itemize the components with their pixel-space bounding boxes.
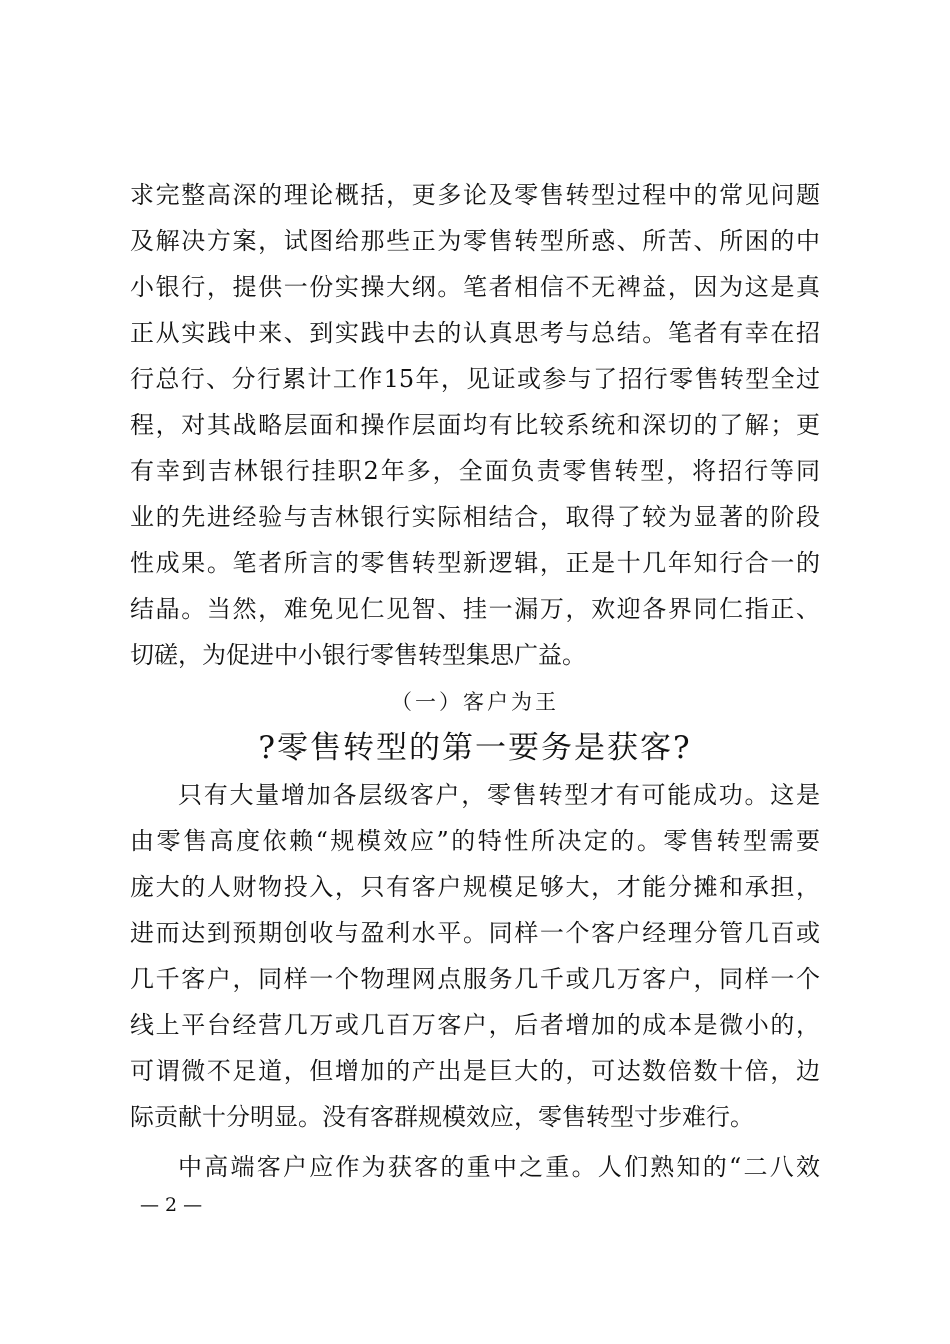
- paragraph-1-line: 及解决方案，试图给那些正为零售转型所惑、所苦、所困的中: [130, 227, 820, 255]
- paragraph-2-line: 由零售高度依赖“规模效应”的特性所决定的。零售转型需要: [130, 827, 820, 855]
- paragraph-1-line: 求完整高深的理论概括，更多论及零售转型过程中的常见问题: [130, 181, 820, 209]
- paragraph-1-line: 有幸到吉林银行挂职2年多，全面负责零售转型，将招行等同: [130, 457, 820, 485]
- paragraph-1-line: 小银行，提供一份实操大纲。笔者相信不无裨益，因为这是真: [130, 273, 820, 301]
- paragraph-1-line: 性成果。笔者所言的零售转型新逻辑，正是十几年知行合一的: [130, 549, 820, 577]
- page-number: — 2 —: [140, 1194, 203, 1216]
- paragraph-1-line: 程，对其战略层面和操作层面均有比较系统和深切的了解；更: [130, 411, 820, 439]
- section-heading: （一）客户为王: [391, 690, 559, 714]
- main-heading: ?零售转型的第一要务是获客?: [258, 730, 692, 766]
- paragraph-2-line: 进而达到预期创收与盈利水平。同样一个客户经理分管几百或: [130, 919, 820, 947]
- paragraph-2-line: 线上平台经营几万或几百万客户，后者增加的成本是微小的，: [130, 1011, 820, 1039]
- paragraph-1-line: 行总行、分行累计工作15年，见证或参与了招行零售转型全过: [130, 365, 820, 393]
- paragraph-2-line: 只有大量增加各层级客户，零售转型才有可能成功。这是: [178, 781, 820, 809]
- paragraph-1-line: 业的先进经验与吉林银行实际相结合，取得了较为显著的阶段: [130, 503, 820, 531]
- paragraph-1-line: 正从实践中来、到实践中去的认真思考与总结。笔者有幸在招: [130, 319, 820, 347]
- paragraph-2-line: 际贡献十分明显。没有客群规模效应，零售转型寸步难行。: [130, 1103, 754, 1131]
- paragraph-2-line: 庞大的人财物投入，只有客户规模足够大，才能分摊和承担，: [130, 873, 820, 901]
- paragraph-1-line: 结晶。当然，难免见仁见智、挂一漏万，欢迎各界同仁指正、: [130, 595, 820, 623]
- paragraph-2-line: 几千客户，同样一个物理网点服务几千或几万客户，同样一个: [130, 965, 820, 993]
- paragraph-3-line: 中高端客户应作为获客的重中之重。人们熟知的“二八效: [178, 1153, 820, 1181]
- paragraph-2-line: 可谓微不足道，但增加的产出是巨大的，可达数倍数十倍，边: [130, 1057, 820, 1085]
- paragraph-1-line: 切磋，为促进中小银行零售转型集思广益。: [130, 641, 586, 669]
